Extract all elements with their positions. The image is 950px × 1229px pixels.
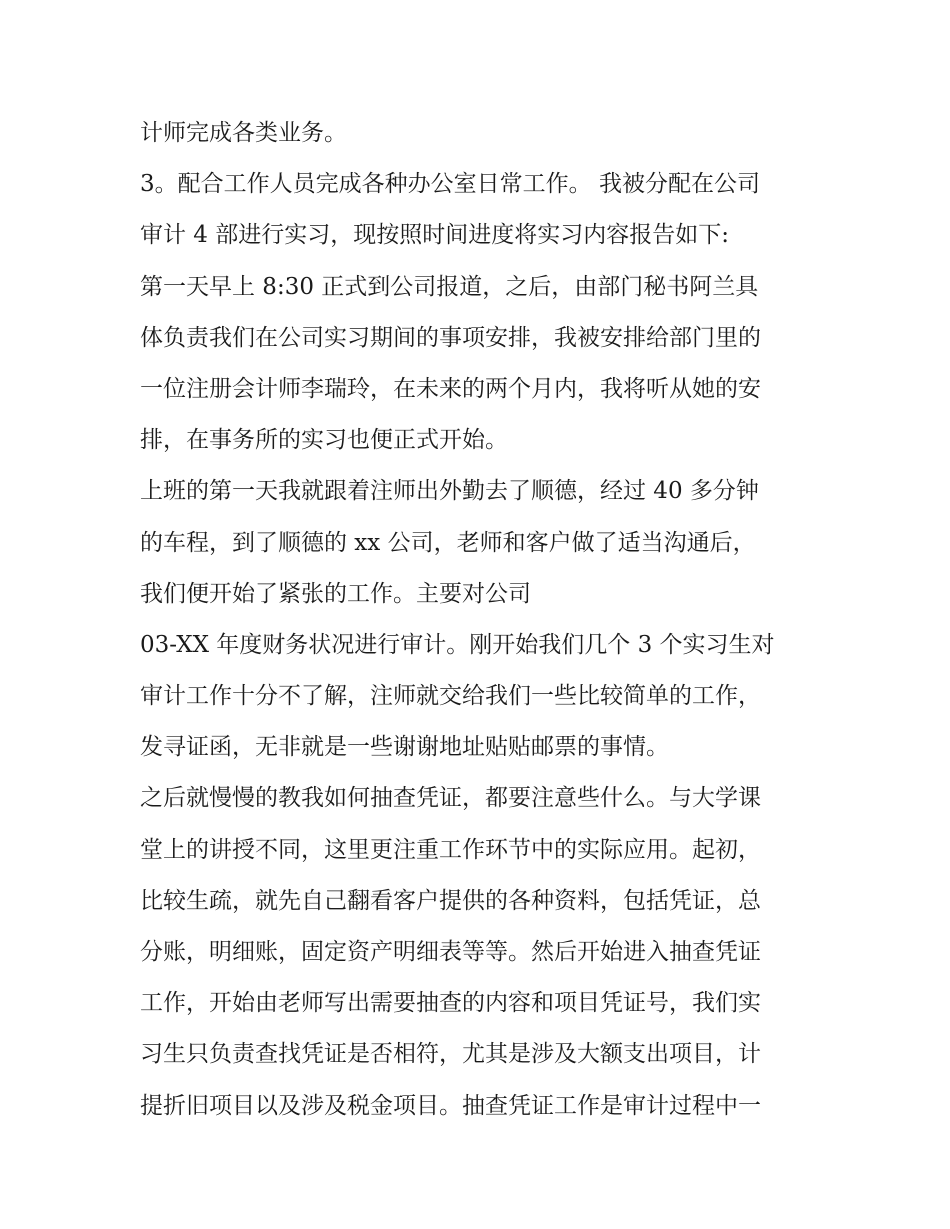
text-line: 发寻证函，无非就是一些谢谢地址贴贴邮票的事情。 [140,734,669,761]
document-body [140,108,820,1132]
text-line: 03-XX 年度财务状况进行审计。刚开始我们几个 3 个实习生对 [140,631,775,658]
text-line: 排，在事务所的实习也便正式开始。 [140,427,508,454]
text-line: 习生只负责查找凭证是否相符，尤其是涉及大额支出项目，计 [140,1041,761,1068]
text-line: 提折旧项目以及涉及税金项目。抽查凭证工作是审计过程中一 [140,1092,761,1119]
text-line: 一位注册会计师李瑞玲，在未来的两个月内，我将听从她的安 [140,375,761,402]
text-line: 体负责我们在公司实习期间的事项安排，我被安排给部门里的 [140,324,761,351]
text-line: 审计工作十分不了解，注师就交给我们一些比较简单的工作， [140,683,761,710]
text-line: 的车程，到了顺德的 xx 公司，老师和客户做了适当沟通后， [140,529,756,556]
text-line: 我们便开始了紧张的工作。主要对公司 [140,580,531,607]
text-line: 堂上的讲授不同，这里更注重工作环节中的实际应用。起初， [140,836,761,863]
text-line: 分账，明细账，固定资产明细表等等。然后开始进入抽查凭证 [140,939,761,965]
text-line: 比较生疏，就先自己翻看客户提供的各种资料，包括凭证，总 [140,887,761,914]
text-line: 之后就慢慢的教我如何抽查凭证，都要注意些什么。与大学课 [140,785,761,812]
text-line: 审计 4 部进行实习，现按照时间进度将实习内容报告如下: [140,222,730,249]
text-line: 计师完成各类业务。 [140,120,347,146]
text-line: 3。配合工作人员完成各种办公室日常工作。 我被分配在公司 [140,171,760,198]
text-line: 上班的第一天我就跟着注师出外勤去了顺德，经过 40 多分钟 [140,478,759,505]
text-line: 第一天早上 8:30 正式到公司报道，之后，由部门秘书阿兰具 [140,273,759,300]
text-line: 工作，开始由老师写出需要抽查的内容和项目凭证号，我们实 [140,990,761,1017]
